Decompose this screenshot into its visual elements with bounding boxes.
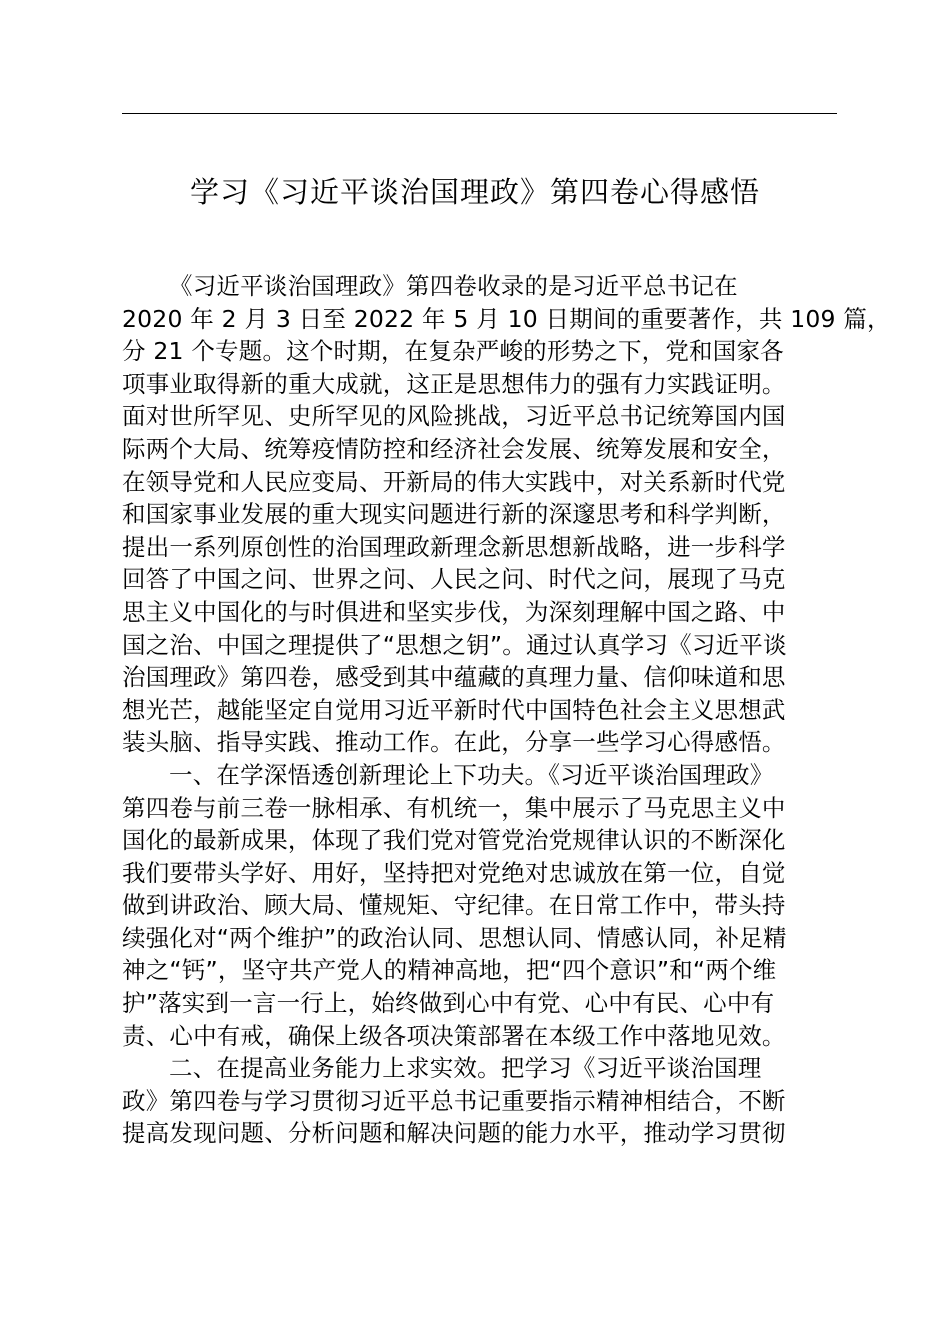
text-line: 神之“钙”，坚守共产党人的精神高地，把“四个意识”和“两个维 xyxy=(122,956,777,985)
document-title: 学习《习近平谈治国理政》第四卷心得感悟 xyxy=(189,175,760,209)
text-line: 思主义中国化的与时俱进和坚实步伐，为深刻理解中国之路、中 xyxy=(122,597,786,626)
text-line: 做到讲政治、顾大局、懂规矩、守纪律。在日常工作中，带头持 xyxy=(122,891,786,920)
text-line: 回答了中国之问、世界之问、人民之问、时代之问，展现了马克 xyxy=(122,565,786,594)
text-line: 责、心中有戒，确保上级各项决策部署在本级工作中落地见效。 xyxy=(122,1021,786,1050)
text-line: 政》第四卷与学习贯彻习近平总书记重要指示精神相结合，不断 xyxy=(122,1086,786,1115)
header-rule xyxy=(122,113,837,114)
text-line: 续强化对“两个维护”的政治认同、思想认同、情感认同，补足精 xyxy=(122,923,787,952)
text-line: 和国家事业发展的重大现实问题进行新的深邃思考和科学判断， xyxy=(122,500,786,529)
text-line: 项事业取得新的重大成就，这正是思想伟力的强有力实践证明。 xyxy=(122,369,786,398)
text-line: 二、在提高业务能力上求实效。把学习《习近平谈治国理 xyxy=(169,1054,762,1083)
text-line: 在领导党和人民应变局、开新局的伟大实践中，对关系新时代党 xyxy=(122,467,786,496)
text-line: 《习近平谈治国理政》第四卷收录的是习近平总书记在 xyxy=(169,272,738,300)
text-line: 提出一系列原创性的治国理政新理念新思想新战略，进一步科学 xyxy=(122,532,786,561)
text-line: 面对世所罕见、史所罕见的风险挑战，习近平总书记统筹国内国 xyxy=(122,402,786,431)
text-line: 一、在学深悟透创新理论上下功夫。《习近平谈治国理政》 xyxy=(169,760,774,789)
text-line: 护”落实到一言一行上，始终做到心中有党、心中有民、心中有 xyxy=(122,989,775,1018)
text-line: 国化的最新成果，体现了我们党对管党治党规律认识的不断深化 xyxy=(122,826,786,855)
text-line: 2020 年 2 月 3 日至 2022 年 5 月 10 日期间的重要著作，共 109 篇， xyxy=(122,304,891,333)
text-line: 我们要带头学好、用好，坚持把对党绝对忠诚放在第一位，自觉 xyxy=(122,858,786,887)
text-line: 想光芒，越能坚定自觉用习近平新时代中国特色社会主义思想武 xyxy=(122,695,786,724)
text-line: 分 21 个专题。这个时期，在复杂严峻的形势之下，党和国家各 xyxy=(122,337,784,366)
text-line: 装头脑、指导实践、推动工作。在此，分享一些学习心得感悟。 xyxy=(122,728,786,757)
text-line: 际两个大局、统筹疫情防控和经济社会发展、统筹发展和安全， xyxy=(122,434,786,463)
document-body xyxy=(122,270,891,1150)
text-line: 第四卷与前三卷一脉相承、有机统一，集中展示了马克思主义中 xyxy=(122,793,786,822)
text-line: 提高发现问题、分析问题和解决问题的能力水平，推动学习贯彻 xyxy=(122,1119,786,1148)
text-line: 治国理政》第四卷，感受到其中蕴藏的真理力量、信仰味道和思 xyxy=(122,663,786,692)
text-line: 国之治、中国之理提供了“思想之钥”。通过认真学习《习近平谈 xyxy=(122,630,787,659)
